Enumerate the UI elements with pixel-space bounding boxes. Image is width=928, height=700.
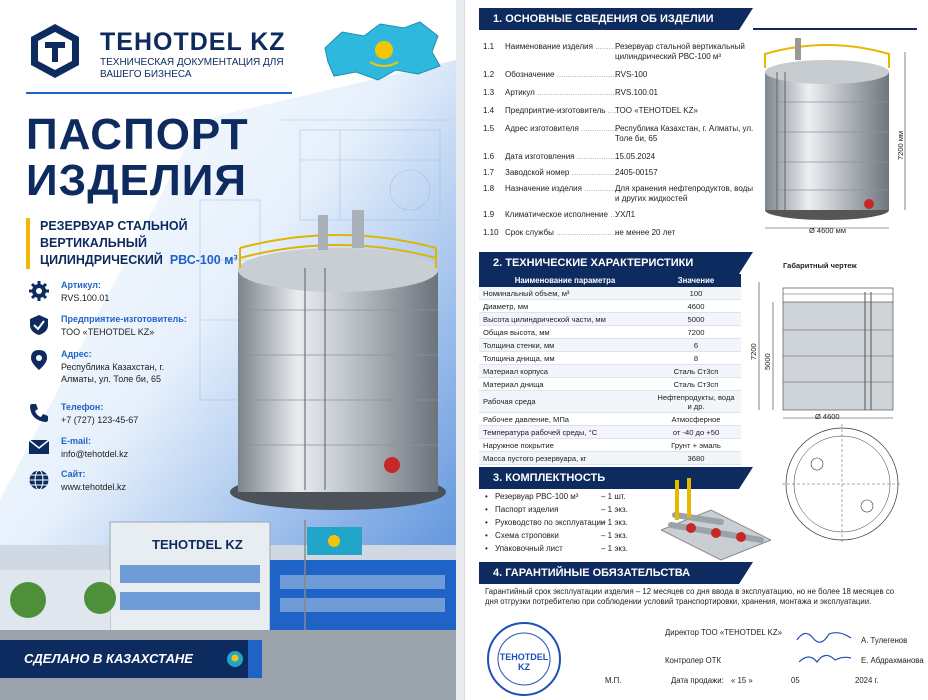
drawing-height-shell: 5000 — [763, 353, 772, 370]
warranty-text: Гарантийный срок эксплуатации изделия – 12 месяцев со дня ввода в эксплуатацию, но не более 18 месяцев со дня отгрузки потребителю при соблюдении условий транспортировки, хранения, монтажа и эксплуатации. — [485, 587, 895, 606]
row-value: RVS-100 — [615, 70, 648, 79]
envelope-icon — [28, 436, 50, 458]
page-gutter — [456, 0, 464, 700]
value-cell: 5000 — [651, 313, 741, 326]
info-label: Адрес: — [61, 349, 92, 359]
building-sign: TEHOTDEL KZ — [152, 537, 243, 552]
row-num: 1.8 — [483, 184, 495, 193]
kit-item-name: Руководство по эксплуатации — [495, 518, 606, 527]
kit-item-name: Схема строповки — [495, 531, 559, 540]
row-key: Назначение изделия ..... — [505, 184, 619, 193]
value-cell: 100 — [651, 287, 741, 300]
director-signature — [795, 626, 855, 646]
row-num: 1.5 — [483, 124, 495, 133]
director-name: А. Тулегенов — [861, 636, 908, 645]
table-row — [479, 326, 741, 339]
sale-year: 2024 г. — [855, 676, 879, 685]
kit-item-qty: – 1 экз. — [601, 531, 628, 540]
content-page: 1. ОСНОВНЫЕ СВЕДЕНИЯ ОБ ИЗДЕЛИИ 1.1 Наименование изделия ..... Резервуар стальной вертикальный цилиндрический РВС-100 м³ 1.2 Обозначение ..... RVS-100 1.3 Артикул ..... RVS.100.01 1.4 Предприятие-изготовитель ..... ТОО «TEHOTDEL KZ» 1.5 Адрес изготовителя ..... Республика Казахстан, г. Алматы, ул. Толе би, 65 1.6 Дата изготовления ..... 15.05.2024 1.7 Заводской номер ..... 2405-00157 1.8 Назначение изделия ..... Для хранения нефтепродуктов, воды и других жидкостей 1.9 Климатическое исполнение ..... УХЛ1 1.10 Срок службы ..... не менее 20 лет 7200 мм Ø 4600 мм 2. ТЕХНИЧЕСКИЕ ХАРАКТЕРИСТИКИ Наименование параметра Значение Номинальный объем, м³ 100 Диаметр, мм 4600 Высота цилиндрической части, мм 5000 Общая высота, мм 7200 Толщина стенки, мм 6 Толщина днища, мм 8 Материал корпуса Сталь Ст3сп Материал днища Сталь Ст3сп Рабочая среда Нефтепродукты, вода и др. Рабочее давление, МПа Атмосферное Температура рабочей среды, °С от -40 до +50 Наружное покрытие Грунт + эмаль Масса пустого резервуара, кг 3680 Габаритный чертеж 7200 5000 Ø 4600 3. КОМПЛЕКТНОСТЬ • Резервуар РВС-100 м³ – 1 шт. • Паспорт изделия – 1 экз. • Руководство по эксплуатации – 1 экз. • Схема строповки – 1 экз. • Упаковочный лист – 1 экз. 4. ГАРАНТИЙНЫЕ ОБЯЗАТЕЛЬСТВА Гарантийный срок эксплуатации изделия – 12 месяцев со дня ввода в эксплуатацию, но не более 18 месяцев со дня отгрузки потребителю при соблюдении условий транспортировки, хранения, монтажа и эксплуатации. TEHOTDEL KZ Директор ТОО «TEHOTDEL KZ» А. Тулегенов Контролер ОТК Е. Абдрахманова М.П. Дата продажи: « 15 » 05 2024 г. — [464, 0, 928, 700]
logo — [26, 22, 84, 80]
table-row — [479, 352, 741, 365]
table-row — [479, 378, 741, 391]
globe-icon — [28, 469, 50, 491]
sale-date-label: Дата продажи: — [671, 676, 724, 685]
divider — [26, 92, 292, 94]
value-cell: 4600 — [651, 300, 741, 313]
row-value: 15.05.2024 — [615, 152, 656, 161]
cover-page — [0, 0, 456, 700]
table-row — [479, 439, 741, 452]
value-cell: Сталь Ст3сп — [651, 365, 741, 378]
param-cell: Материал корпуса — [479, 365, 651, 378]
sale-day: « 15 » — [731, 676, 753, 685]
row-num: 1.10 — [483, 228, 499, 237]
kz-flag-icon — [224, 650, 246, 668]
title-line-2: ИЗДЕЛИЯ — [26, 156, 248, 205]
row-num: 1.1 — [483, 42, 495, 51]
gear-icon — [28, 280, 50, 302]
param-cell: Рабочее давление, МПа — [479, 413, 651, 426]
row-value: Республика Казахстан, г. Алматы, ул. Толе би, 65 — [615, 124, 754, 143]
value-cell: от -40 до +50 — [651, 426, 741, 439]
title-line-1: ПАСПОРТ — [26, 110, 249, 159]
otk-name: Е. Абдрахманова — [861, 656, 924, 665]
row-num: 1.3 — [483, 88, 495, 97]
shield-check-icon — [28, 314, 50, 336]
stamp-text: TEHOTDEL KZ — [499, 652, 549, 672]
param-cell: Толщина стенки, мм — [479, 339, 651, 352]
kit-item-qty: – 1 экз. — [601, 505, 628, 514]
row-key: Срок службы ..... — [505, 228, 619, 237]
info-value: ТОО «TEHOTDEL KZ» — [61, 327, 155, 337]
info-value: Республика Казахстан, г. Алматы, ул. Толе би, 65 — [61, 362, 165, 384]
row-key: Артикул ..... — [505, 88, 619, 97]
made-in-kz-banner — [0, 640, 262, 678]
drawing-height-total: 7200 — [749, 343, 758, 360]
table-row — [479, 313, 741, 326]
banner-text: СДЕЛАНО В КАЗАХСТАНЕ — [24, 651, 193, 666]
row-value: ТОО «TEHOTDEL KZ» — [615, 106, 698, 115]
param-cell: Масса пустого резервуара, кг — [479, 452, 651, 465]
table-row — [479, 300, 741, 313]
row-value: RVS.100.01 — [615, 88, 658, 97]
photo-height-label: 7200 мм — [896, 130, 905, 160]
param-cell: Общая высота, мм — [479, 326, 651, 339]
row-key: Обозначение ..... — [505, 70, 619, 79]
info-value[interactable]: +7 (727) 123-45-67 — [61, 415, 139, 425]
info-value[interactable]: info@tehotdel.kz — [61, 449, 129, 459]
info-label: Предприятие-изготовитель: — [61, 314, 187, 324]
row-num: 1.6 — [483, 152, 495, 161]
row-key: Наименование изделия ..... — [505, 42, 619, 51]
row-value: не менее 20 лет — [615, 228, 676, 237]
kit-item-qty: – 1 экз. — [601, 518, 628, 527]
param-cell: Температура рабочей среды, °С — [479, 426, 651, 439]
drawing-diameter: Ø 4600 — [815, 412, 840, 421]
table-row — [479, 452, 741, 465]
value-cell: 6 — [651, 339, 741, 352]
info-label: Артикул: — [61, 280, 101, 290]
row-key: Адрес изготовителя ..... — [505, 124, 619, 133]
row-value: УХЛ1 — [615, 210, 636, 219]
subtitle-line-2: ЦИЛИНДРИЧЕСКИЙ — [40, 253, 163, 267]
table-row — [479, 365, 741, 378]
top-view-drawing — [767, 424, 917, 544]
otk-signature — [795, 648, 855, 668]
brand-name: TEHOTDEL KZ — [100, 28, 286, 56]
row-num: 1.2 — [483, 70, 495, 79]
value-cell: 8 — [651, 352, 741, 365]
param-cell: Наружное покрытие — [479, 439, 651, 452]
value-cell: Нефтепродукты, вода и др. — [651, 391, 741, 413]
drawing-title: Габаритный чертеж — [783, 261, 857, 270]
info-value: RVS.100.01 — [61, 293, 110, 303]
row-num: 1.9 — [483, 210, 495, 219]
row-value: Для хранения нефтепродуктов, воды и других жидкостей — [615, 184, 754, 203]
param-cell: Толщина днища, мм — [479, 352, 651, 365]
param-cell: Диаметр, мм — [479, 300, 651, 313]
section-1-title: 1. ОСНОВНЫЕ СВЕДЕНИЯ ОБ ИЗДЕЛИИ — [479, 8, 739, 30]
section-2-title: 2. ТЕХНИЧЕСКИЕ ХАРАКТЕРИСТИКИ — [479, 252, 739, 274]
row-key: Дата изготовления ..... — [505, 152, 619, 161]
kit-item-name: Упаковочный лист — [495, 544, 563, 553]
page-title — [26, 112, 249, 204]
info-label: Сайт: — [61, 469, 86, 479]
location-pin-icon — [28, 349, 50, 371]
param-cell: Номинальный объем, м³ — [479, 287, 651, 300]
table-row — [479, 391, 741, 413]
kazakhstan-map-flag — [320, 18, 445, 86]
section-3-title: 3. КОМПЛЕКТНОСТЬ — [479, 467, 739, 489]
phone-icon — [28, 402, 50, 424]
row-key: Предприятие-изготовитель ..... — [505, 106, 619, 115]
section-4-title: 4. ГАРАНТИЙНЫЕ ОБЯЗАТЕЛЬСТВА — [479, 562, 739, 584]
photo-diameter-label: Ø 4600 мм — [809, 226, 846, 235]
row-value: Резервуар стальной вертикальный цилиндрический РВС-100 м³ — [615, 42, 745, 61]
row-key: Климатическое исполнение ..... — [505, 210, 619, 219]
kit-item-qty: – 1 шт. — [601, 492, 626, 501]
col-header-value: Значение — [651, 274, 741, 287]
row-num: 1.4 — [483, 106, 495, 115]
subtitle-line-1: РЕЗЕРВУАР СТАЛЬНОЙ ВЕРТИКАЛЬНЫЙ — [40, 219, 188, 250]
kit-item-qty: – 1 экз. — [601, 544, 628, 553]
value-cell: 3680 — [651, 452, 741, 465]
divider — [753, 28, 917, 30]
dimensional-drawing — [745, 272, 925, 422]
otk-label: Контролер ОТК — [665, 656, 722, 665]
specs-table — [479, 274, 741, 465]
info-value[interactable]: www.tehotdel.kz — [61, 482, 127, 492]
table-row — [479, 413, 741, 426]
subtitle-model: РВС-100 м³ — [169, 253, 238, 267]
brand-tagline: ТЕХНИЧЕСКАЯ ДОКУМЕНТАЦИЯ ДЛЯ ВАШЕГО БИЗНЕСА — [100, 57, 284, 80]
col-header-param: Наименование параметра — [479, 274, 651, 287]
row-value: 2405-00157 — [615, 168, 658, 177]
value-cell: 7200 — [651, 326, 741, 339]
stamp-place-label: М.П. — [605, 676, 622, 685]
value-cell: Сталь Ст3сп — [651, 378, 741, 391]
value-cell: Атмосферное — [651, 413, 741, 426]
row-key: Заводской номер ..... — [505, 168, 619, 177]
kit-item-name: Резервуар РВС-100 м³ — [495, 492, 579, 501]
sale-month: 05 — [791, 676, 800, 685]
info-label: E-mail: — [61, 436, 92, 446]
param-cell: Высота цилиндрической части, мм — [479, 313, 651, 326]
param-cell: Рабочая среда — [479, 391, 651, 413]
value-cell: Грунт + эмаль — [651, 439, 741, 452]
param-cell: Материал днища — [479, 378, 651, 391]
table-row — [479, 339, 741, 352]
director-label: Директор ТОО «TEHOTDEL KZ» — [665, 628, 782, 637]
piping-skid-illustration — [661, 470, 771, 570]
info-label: Телефон: — [61, 402, 104, 412]
kit-item-name: Паспорт изделия — [495, 505, 559, 514]
table-row — [479, 287, 741, 300]
row-num: 1.7 — [483, 168, 495, 177]
table-row — [479, 426, 741, 439]
product-subtitle — [26, 218, 276, 269]
